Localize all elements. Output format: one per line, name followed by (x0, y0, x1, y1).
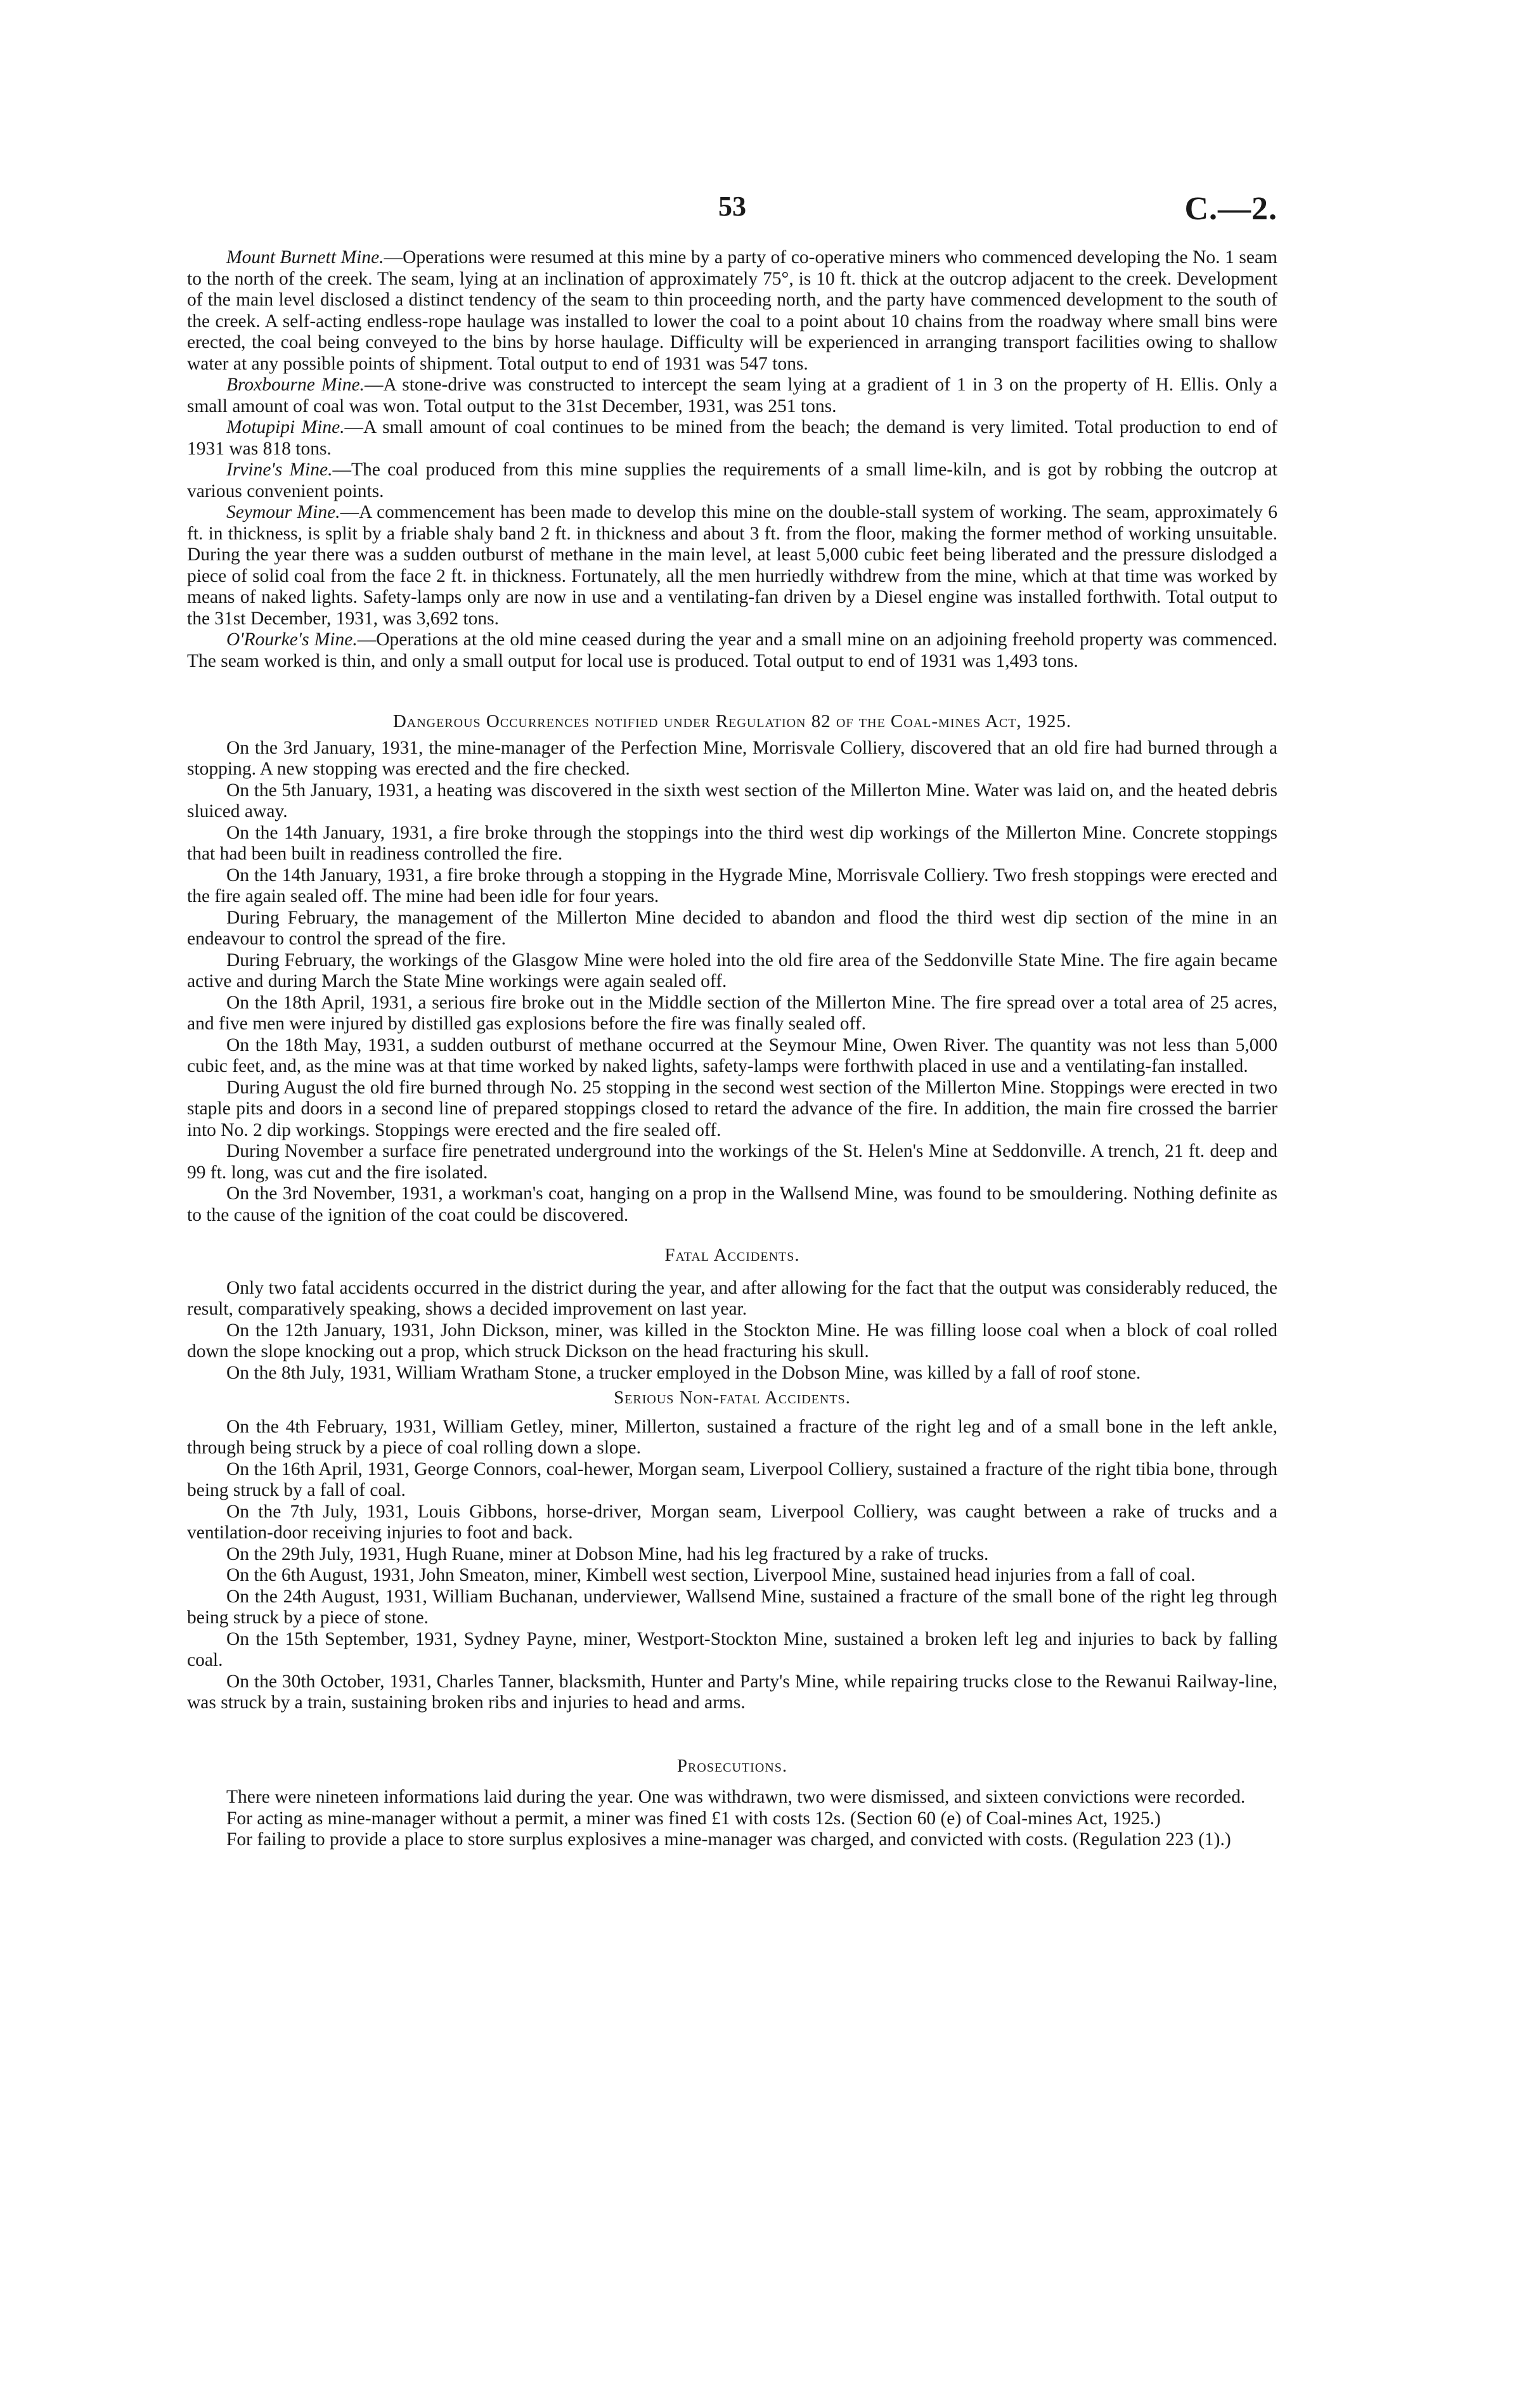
page-header (187, 190, 1277, 228)
paragraph: On the 3rd January, 1931, the mine-manager of the Perfection Mine, Morrisvale Colliery, discovered that an old fire had burned through a stopping. A new stopping was erected and the fire checked. (187, 737, 1277, 779)
paragraph: On the 18th April, 1931, a serious fire broke out in the Middle section of the Millerton Mine. The fire spread over a total area of 25 acres, and five men were injured by distilled gas explosions before the fire was finally sealed off. (187, 992, 1277, 1034)
mine-name: Irvine's Mine. (226, 460, 333, 480)
paragraph: On the 7th July, 1931, Louis Gibbons, horse-driver, Morgan seam, Liverpool Colliery, was caught between a rake of trucks and a ventilation-door receiving injuries to foot and back. (187, 1501, 1277, 1543)
paragraph: During November a surface fire penetrated underground into the workings of the St. Helen's Mine at Seddonville. A trench, 21 ft. deep and 99 ft. long, was cut and the fire isolated. (187, 1141, 1277, 1183)
paragraph: For failing to provide a place to store surplus explosives a mine-manager was charged, and convicted with costs. (Regulation 223 (1).) (226, 1829, 1231, 1850)
mine-text: —Operations at the old mine ceased during the year and a small mine on an adjoining freehold property was commenced. The seam worked is thin, and only a small output for local use is produced. Total output to end of 1931 was 1,493 tons. (187, 629, 1278, 671)
paragraph: There were nineteen informations laid during the year. One was withdrawn, two were dismissed, and sixteen convictions were recorded. (226, 1787, 1246, 1807)
mine-name: O'Rourke's Mine. (226, 629, 358, 650)
mine-paragraph (187, 417, 1277, 460)
mine-name: Motupipi Mine. (226, 417, 345, 437)
mine-paragraph (187, 502, 1277, 629)
mine-text: —A stone-drive was constructed to intercept the seam lying at a gradient of 1 in 3 on the property of H. Ellis. Only a small amount of coal was won. Total output to the 31st December, 1931, was 251 tons. (187, 375, 1278, 416)
document-body (187, 247, 1277, 1851)
paragraph: On the 8th July, 1931, William Wratham Stone, a trucker employed in the Dobson Mine, was killed by a fall of roof stone. (226, 1362, 1141, 1383)
mine-paragraph (187, 460, 1277, 502)
paragraph: On the 16th April, 1931, George Connors, coal-hewer, Morgan seam, Liverpool Colliery, sustained a fracture of the right tibia bone, through being struck by a fall of coal. (187, 1458, 1277, 1500)
paragraph: On the 12th January, 1931, John Dickson, miner, was killed in the Stockton Mine. He was filling loose coal when a block of coal rolled down the slope knocking out a prop, which struck Dickson on the head fracturing his skull. (187, 1320, 1277, 1362)
mine-paragraph (187, 247, 1277, 375)
paragraph: On the 6th August, 1931, John Smeaton, miner, Kimbell west section, Liverpool Mine, sustained head injuries from a fall of coal. (226, 1565, 1196, 1585)
paragraph: On the 18th May, 1931, a sudden outburst of methane occurred at the Seymour Mine, Owen River. The quantity was not less than 5,000 cubic feet, and, as the mine was at that time worked by naked lights, safety-lamps were forthwith placed in use and a ventilating-fan installed. (187, 1034, 1277, 1076)
mine-name: Mount Burnett Mine. (226, 247, 384, 267)
mine-text: —Operations were resumed at this mine by a party of co-operative miners who commenced developing the No. 1 seam to the north of the creek. The seam, lying at an inclination of approximately 75°, is 10 ft. thick at the outcrop adjacent to the creek. Development of the main level disclosed a distinct tendency of the seam to thin proceeding north, and the party have commenced development to the south of the creek. A self-acting endless-rope haulage was installed to lower the coal to a point about 10 chains from the roadway where small bins were erected, the coal being conveyed to the bins by horse haulage. Difficulty will be experienced in arranging transport facilities owing to shallow water at any possible points of shipment. Total output to end of 1931 was 547 tons. (187, 247, 1277, 374)
mine-name: Broxbourne Mine. (226, 375, 365, 395)
mine-name: Seymour Mine. (226, 502, 340, 522)
paragraph: On the 30th October, 1931, Charles Tanner, blacksmith, Hunter and Party's Mine, while repairing trucks close to the Rewanui Railway-line, was struck by a train, sustaining broken ribs and injuries to head and arms. (187, 1671, 1277, 1713)
section-heading: Dangerous Occurrences notified under Regulation 82 of the Coal-mines Act, 1925. (392, 711, 1072, 731)
paragraph: On the 15th September, 1931, Sydney Payne, miner, Westport-Stockton Mine, sustained a broken left leg and injuries to back by falling coal. (187, 1628, 1277, 1670)
mine-paragraph (187, 375, 1277, 417)
paragraph: On the 3rd November, 1931, a workman's coat, hanging on a prop in the Wallsend Mine, was found to be smouldering. Nothing definite as to the cause of the ignition of the coat could be discovered. (187, 1183, 1277, 1225)
prosecutions-section (187, 1756, 1277, 1851)
paragraph: During February, the workings of the Glasgow Mine were holed into the old fire area of the Seddonville State Mine. The fire again became active and during March the State Mine workings were again sealed off. (187, 950, 1277, 991)
paragraph: On the 4th February, 1931, William Getley, miner, Millerton, sustained a fracture of the right leg and of a small bone in the left ankle, through being struck by a piece of coal rolling down a slope. (187, 1416, 1277, 1458)
dangerous-occurrences-section (187, 711, 1277, 1226)
paragraph: On the 29th July, 1931, Hugh Ruane, miner at Dobson Mine, had his leg fractured by a rake of trucks. (226, 1543, 989, 1564)
mines-section (187, 247, 1277, 672)
section-heading: Fatal Accidents. (664, 1245, 800, 1265)
paragraph: On the 24th August, 1931, William Buchanan, underviewer, Wallsend Mine, sustained a fracture of the small bone of the right leg through being struck by a piece of stone. (187, 1586, 1277, 1628)
paragraph: On the 5th January, 1931, a heating was discovered in the sixth west section of the Millerton Mine. Water was laid on, and the heated debris sluiced away. (187, 780, 1277, 821)
paragraph: During August the old fire burned through No. 25 stopping in the second west section of the Millerton Mine. Stoppings were erected in two staple pits and doors in a second line of prepared stoppings closed to retard the advance of the fire. In addition, the main fire crossed the barrier into No. 2 dip workings. Stoppings were erected and the fire sealed off. (187, 1077, 1277, 1140)
mine-text: —A small amount of coal continues to be mined from the beach; the demand is very limited. Total production to end of 1931 was 818 tons. (187, 417, 1277, 459)
fatal-accidents-section (187, 1245, 1277, 1384)
paragraph: During February, the management of the Millerton Mine decided to abandon and flood the third west dip section of the mine in an endeavour to control the spread of the fire. (187, 907, 1277, 949)
mine-paragraph (187, 629, 1277, 672)
mine-text: —The coal produced from this mine supplies the requirements of a small lime-kiln, and is got by robbing the outcrop at various convenient points. (187, 460, 1277, 501)
page-number: 53 (718, 191, 746, 222)
paragraph: For acting as mine-manager without a permit, a miner was fined £1 with costs 12s. (Section 60 (e) of Coal-mines Act, 1925.) (226, 1808, 1161, 1829)
section-heading: Prosecutions. (676, 1755, 788, 1776)
page-reference: C.—2. (1184, 191, 1277, 227)
serious-accidents-section (187, 1387, 1277, 1714)
paragraph: On the 14th January, 1931, a fire broke through a stopping in the Hygrade Mine, Morrisvale Colliery. Two fresh stoppings were erected and the fire again sealed off. The mine had been idle for four years. (187, 865, 1277, 906)
paragraph: Only two fatal accidents occurred in the district during the year, and after allowing for the fact that the output was considerably reduced, the result, comparatively speaking, shows a decided improvement on last year. (187, 1277, 1277, 1319)
section-heading: Serious Non-fatal Accidents. (614, 1387, 851, 1408)
mine-text: —A commencement has been made to develop this mine on the double-stall system of working. The seam, approximately 6 ft. in thickness, is split by a friable shaly band 2 ft. in thickness and about 3 ft. from the floor, making the former method of working unsuitable. During the year there was a sudden outburst of methane in the main level, at least 5,000 cubic feet being liberated and the pressure dislodged a piece of solid coal from the face 2 ft. in thickness. Fortunately, all the men hurriedly withdrew from the mine, which at that time was worked by means of naked lights. Safety-lamps only are now in use and a ventilating-fan driven by a Diesel engine was installed forthwith. Total output to the 31st December, 1931, was 3,692 tons. (187, 502, 1277, 629)
paragraph: On the 14th January, 1931, a fire broke through the stoppings into the third west dip workings of the Millerton Mine. Concrete stoppings that had been built in readiness controlled the fire. (187, 822, 1277, 864)
